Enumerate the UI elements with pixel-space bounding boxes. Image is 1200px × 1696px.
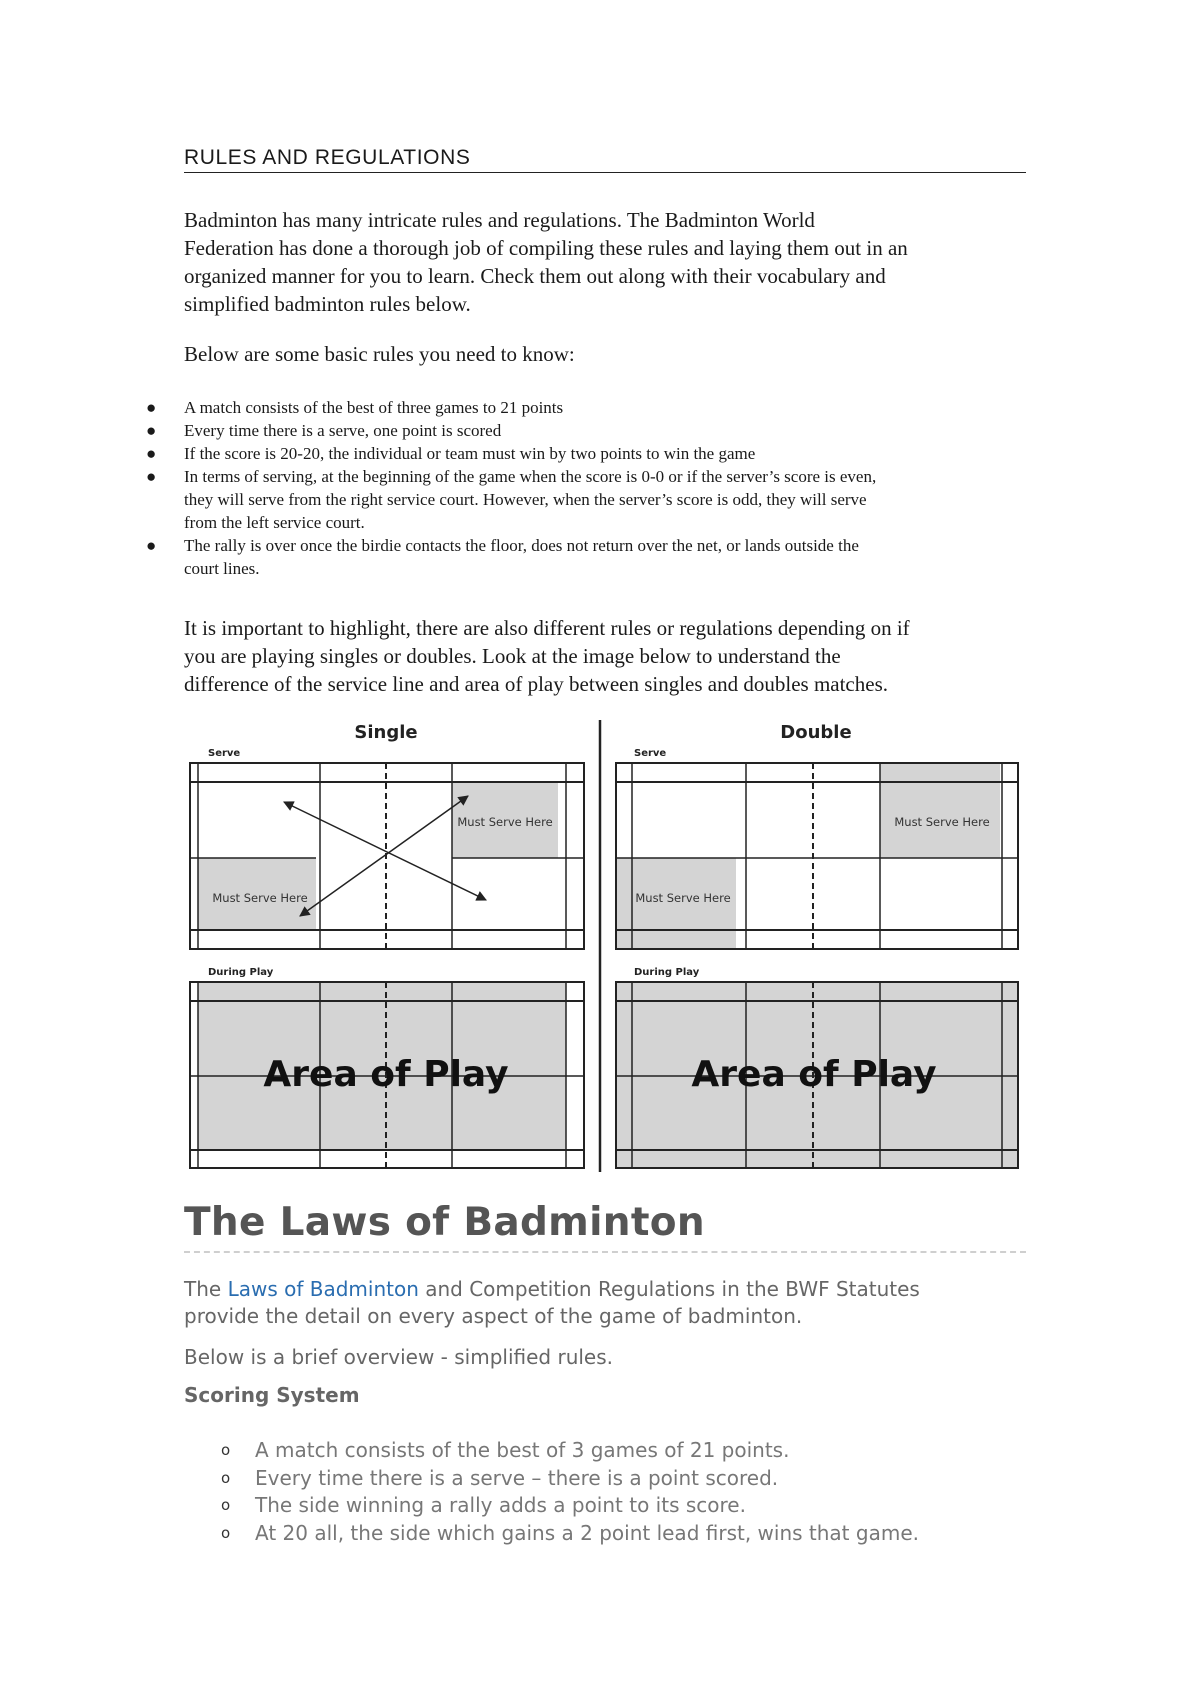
single-serve-court [190, 763, 584, 949]
list-item: o Every time there is a serve – there is a point scored. [255, 1465, 1055, 1493]
double-serve-court [616, 763, 1018, 949]
double-play-court [616, 982, 1018, 1168]
single-must-serve-label-right: Must Serve Here [457, 815, 553, 829]
list-item: ● If the score is 20-20, the individual or team must win by two points to win the game [146, 444, 756, 463]
single-serve-label: Serve [208, 748, 241, 759]
rules-heading: RULES AND REGULATIONS [184, 146, 1026, 173]
laws-heading: The Laws of Badminton [184, 1200, 1026, 1253]
list-item: ● A match consists of the best of three games to 21 points [146, 398, 564, 417]
intro-line: Badminton has many intricate rules and regulations. The Badminton World [184, 208, 815, 232]
bullet-icon: ● [146, 421, 157, 440]
circle-bullet-icon: o [221, 1523, 231, 1542]
bullet-icon: ● [146, 444, 157, 463]
double-serve-label: Serve [634, 748, 667, 759]
intro-line: organized manner for you to learn. Check them out along with their vocabulary and [184, 264, 886, 288]
double-must-serve-label-left: Must Serve Here [635, 891, 731, 905]
single-play-court [190, 982, 584, 1168]
bullet-icon: ● [146, 398, 157, 417]
list-item: ● Every time there is a serve, one point is scored [146, 421, 502, 440]
single-must-serve-label-left: Must Serve Here [212, 891, 308, 905]
bullet-icon: ● [146, 536, 157, 555]
court-diagram [180, 710, 1030, 1180]
highlight-line: you are playing singles or doubles. Look at the image below to understand the [184, 644, 841, 668]
list-item: ● The rally is over once the birdie contacts the floor, does not return over the net, or lands outside the court lines. [146, 536, 859, 578]
overview-text: Below is a brief overview - simplified rules. [184, 1345, 614, 1369]
circle-bullet-icon: o [221, 1468, 231, 1487]
laws-paragraph: The Laws of Badminton and Competition Regulations in the BWF Statutes provide the detail on every aspect of the game of badminton. [184, 1277, 920, 1328]
list-item: o A match consists of the best of 3 games of 21 points. [255, 1437, 1055, 1465]
double-during-play-label: During Play [634, 967, 700, 978]
basic-rules-intro: Below are some basic rules you need to know: [184, 342, 575, 366]
list-item: ● In terms of serving, at the beginning of the game when the score is 0-0 or if the server’s score is even, they will serve from the right service court. However, when the server’s score is odd, they will serve from the left service court. [146, 467, 877, 532]
highlight-line: difference of the service line and area of play between singles and doubles matches. [184, 672, 888, 696]
single-area-of-play: Area of Play [263, 1054, 509, 1095]
double-title: Double [780, 722, 852, 743]
intro-paragraph [184, 206, 1034, 318]
intro-line: simplified badminton rules below. [184, 292, 471, 316]
laws-of-badminton-link[interactable]: Laws of Badminton [227, 1277, 419, 1301]
circle-bullet-icon: o [221, 1496, 231, 1514]
bullet-icon: ● [146, 467, 157, 486]
highlight-line: It is important to highlight, there are also different rules or regulations depending on if [184, 616, 910, 640]
list-item: o At 20 all, the side which gains a 2 point lead first, wins that game. [255, 1520, 1055, 1548]
single-during-play-label: During Play [208, 967, 274, 978]
single-title: Single [354, 722, 418, 743]
list-item: o The side winning a rally adds a point to its score. [255, 1492, 1055, 1520]
scoring-system-heading: Scoring System [184, 1383, 360, 1407]
basic-rules-list [146, 396, 1034, 580]
intro-line: Federation has done a thorough job of compiling these rules and laying them out in an [184, 236, 908, 260]
double-area-of-play: Area of Play [691, 1054, 937, 1095]
double-must-serve-label-right: Must Serve Here [894, 815, 990, 829]
highlight-paragraph [184, 614, 1034, 698]
circle-bullet-icon: o [221, 1441, 231, 1459]
scoring-list [221, 1437, 1055, 1547]
